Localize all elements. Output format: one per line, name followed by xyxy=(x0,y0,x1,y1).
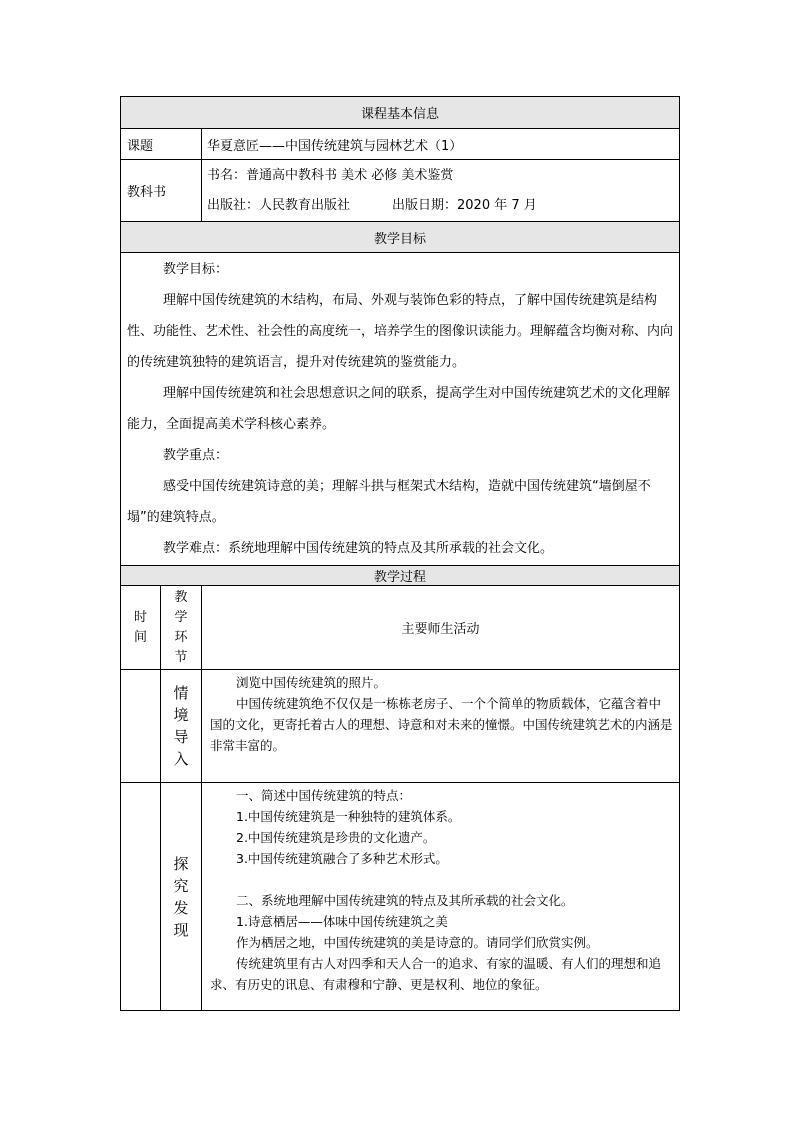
time-cell xyxy=(121,670,161,783)
stage-char: 现 xyxy=(173,920,189,939)
stage-cell-intro xyxy=(161,670,202,783)
stage-column-header xyxy=(161,586,202,670)
key-points-paragraph: 感受中国传统建筑诗意的美；理解斗拱与框架式木结构，造就中国传统建筑“墙倒屋不塌”的建筑特点。 xyxy=(127,479,651,525)
stage-char: 入 xyxy=(173,750,189,768)
stage-char: 情 xyxy=(173,684,189,702)
activity-line: 1.中国传统建筑是一种独特的建筑体系。 xyxy=(236,809,461,824)
difficult-points-paragraph: 教学难点：系统地理解中国传统建筑的特点及其所承载的社会文化。 xyxy=(163,541,554,556)
stage-char: 究 xyxy=(173,876,189,895)
time-cell xyxy=(121,783,161,1011)
stage-char: 学 xyxy=(174,609,188,625)
stage-char: 导 xyxy=(173,728,189,746)
publisher-line xyxy=(207,191,679,221)
goals-header: 教学目标 xyxy=(121,222,680,253)
topic-value: 华夏意匠——中国传统建筑与园林艺术（1） xyxy=(202,129,680,160)
process-header: 教学过程 xyxy=(121,566,680,586)
stage-char: 探 xyxy=(173,854,189,873)
goals-paragraph: 理解中国传统建筑和社会思想意识之间的联系，提高学生对中国传统建筑艺术的文化理解能力，全面提高美术学科核心素养。 xyxy=(127,386,671,432)
stage-char: 教 xyxy=(174,589,188,605)
activity-line: 浏览中国传统建筑的照片。 xyxy=(236,675,387,690)
goals-body xyxy=(121,253,680,566)
goals-paragraph: 理解中国传统建筑的木结构，布局、外观与装饰色彩的特点，了解中国传统建筑是结构性、功能性、艺术性、社会性的高度统一，培养学生的图像识读能力。理解蕴含均衡对称、内向的传统建筑独特的建筑语言，提升对传统建筑的鉴赏能力。 xyxy=(127,293,674,370)
activity-line: 2.中国传统建筑是珍贵的文化遗产。 xyxy=(236,830,436,845)
key-points-heading: 教学重点： xyxy=(163,448,229,463)
publisher: 出版社：人民教育出版社 xyxy=(207,197,351,213)
time-char: 间 xyxy=(133,629,147,645)
course-info-header: 课程基本信息 xyxy=(121,97,680,129)
time-char: 时 xyxy=(133,609,147,625)
activity-cell-intro xyxy=(202,670,680,783)
blank-line xyxy=(210,869,673,890)
activity-cell-explore xyxy=(202,783,680,1011)
stage-char: 环 xyxy=(174,629,188,645)
publish-date: 出版日期：2020 年 7 月 xyxy=(392,197,537,213)
activity-line: 传统建筑里有古人对四季和天人合一的追求、有家的温暖、有人们的理想和追求、有历史的讯息、有肃穆和宁静、更是权利、地位的象征。 xyxy=(210,956,662,992)
stage-cell-explore xyxy=(161,783,202,1011)
book-name: 书名：普通高中教科书 美术 必修 美术鉴赏 xyxy=(207,167,454,183)
topic-label: 课题 xyxy=(121,129,202,160)
lesson-plan-table xyxy=(120,96,680,1011)
activity-line: 3.中国传统建筑融合了多种艺术形式。 xyxy=(236,851,448,866)
activity-line: 二、系统地理解中国传统建筑的特点及其所承载的社会文化。 xyxy=(236,893,574,908)
stage-char: 境 xyxy=(173,706,189,724)
textbook-info xyxy=(202,160,680,222)
stage-char: 节 xyxy=(174,649,188,665)
activity-line: 作为栖居之地，中国传统建筑的美是诗意的。请同学们欣赏实例。 xyxy=(236,935,599,950)
textbook-label: 教科书 xyxy=(121,160,202,222)
activity-line: 中国传统建筑绝不仅仅是一栋栋老房子、一个个简单的物质载体，它蕴含着中国的文化，更寄托着古人的理想、诗意和对未来的憧憬。中国传统建筑艺术的内涵是非常丰富的。 xyxy=(210,696,673,753)
stage-char: 发 xyxy=(173,898,189,917)
time-column-header xyxy=(121,586,161,670)
activity-line: 1.诗意栖居——体味中国传统建筑之美 xyxy=(236,914,448,929)
goals-paragraph: 教学目标： xyxy=(163,262,229,277)
activity-column-header: 主要师生活动 xyxy=(202,586,680,670)
activity-line: 一、简述中国传统建筑的特点： xyxy=(236,788,412,803)
